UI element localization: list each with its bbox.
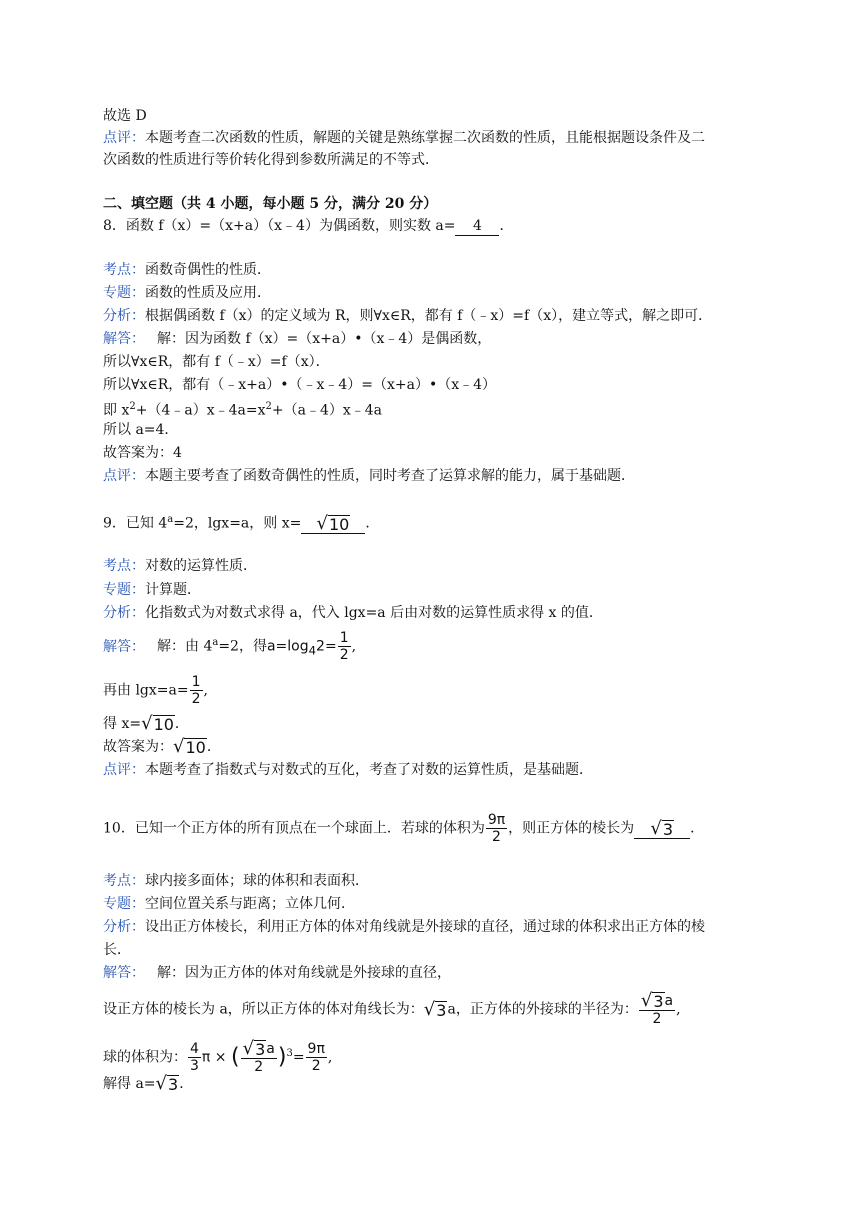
math-text: 2 bbox=[316, 638, 325, 655]
kaodian-line bbox=[103, 556, 257, 576]
denominator: 2 bbox=[339, 647, 349, 663]
radicand: 3 bbox=[662, 819, 673, 839]
fenxi-label: 分析： bbox=[103, 308, 145, 324]
sqrt-expression: √ 3 bbox=[650, 817, 673, 839]
solution-text: 得 x= bbox=[103, 716, 142, 732]
stem-text: ． bbox=[690, 820, 705, 837]
solution-line: 所以 a=4． bbox=[103, 422, 179, 438]
variable: a bbox=[664, 993, 674, 1009]
solution-text: 故答案为： bbox=[103, 739, 173, 755]
fraction bbox=[190, 674, 203, 707]
fenxi-label: 分析： bbox=[103, 605, 145, 621]
solution-text: ． bbox=[174, 716, 189, 732]
jieda-line bbox=[103, 963, 451, 983]
stem-text: =2，lgx=a，则 x= bbox=[173, 515, 302, 532]
solution-text: 球的体积为： bbox=[103, 1049, 187, 1066]
fenxi-line bbox=[103, 306, 712, 326]
zhuanti-label: 专题： bbox=[103, 896, 145, 912]
zhuanti-text: 计算题． bbox=[145, 582, 201, 598]
question-9-stem bbox=[103, 510, 379, 534]
denominator: 2 bbox=[191, 691, 201, 707]
kaodian-label: 考点： bbox=[103, 262, 145, 278]
answer-blank: 4 bbox=[455, 218, 499, 236]
math-text: = bbox=[292, 1049, 305, 1066]
numerator: 4 bbox=[190, 1041, 199, 1057]
solution-text: +（a﹣4）x﹣4a bbox=[271, 402, 383, 419]
denominator: 2 bbox=[254, 1059, 264, 1075]
radicand: 10 bbox=[328, 514, 350, 534]
solution-line bbox=[103, 1074, 193, 1094]
kaodian-text: 球内接多面体；球的体积和表面积． bbox=[145, 873, 369, 889]
answer-blank bbox=[301, 512, 365, 534]
radicand: 3 bbox=[436, 1000, 447, 1020]
kaodian-text: 对数的运算性质． bbox=[145, 558, 257, 574]
sqrt-expression: √ 3 bbox=[242, 1038, 266, 1059]
solution-text: 解：因为正方体的体对角线就是外接球的直径， bbox=[157, 965, 451, 981]
fraction bbox=[306, 1041, 327, 1074]
fraction bbox=[188, 1041, 201, 1074]
jieda-line bbox=[103, 630, 356, 663]
numerator: 9π bbox=[487, 812, 506, 828]
fenxi-text: 根据偶函数 f（x）的定义域为 R，则∀x∈R，都有 f（﹣x）=f（x），建立等式，解之即可． bbox=[145, 308, 713, 324]
solution-line bbox=[103, 737, 221, 757]
fraction bbox=[486, 812, 507, 845]
fenxi-text: 化指数式为对数式求得 a，代入 lgx=a 后由对数的运算性质求得 x 的值． bbox=[145, 605, 603, 621]
comment-line bbox=[103, 128, 705, 148]
zhuanti-line bbox=[103, 894, 355, 914]
sqrt-expression: √ 10 bbox=[173, 736, 206, 757]
fenxi-text: 设出正方体棱长，利用正方体的体对角线就是外接球的直径，通过球的体积求出正方体的棱 bbox=[145, 919, 705, 935]
numerator: 1 bbox=[339, 630, 349, 646]
stem-text: ． bbox=[499, 218, 514, 234]
comment-text: 本题主要考查了函数奇偶性的性质，同时考查了运算求解的能力，属于基础题． bbox=[145, 468, 635, 484]
zhuanti-text: 空间位置关系与距离；立体几何． bbox=[145, 896, 355, 912]
punct: , bbox=[351, 638, 357, 655]
math-text: = bbox=[324, 638, 337, 655]
fraction bbox=[241, 1040, 277, 1075]
kaodian-text: 函数奇偶性的性质． bbox=[145, 262, 271, 278]
solution-line: 球的体积为： $\frac{4}{3}$ π × ( √ 3 a 2 )$^3$= $\frac{9\pi}{2}$ , bbox=[103, 1038, 333, 1075]
math-text: a=log bbox=[266, 638, 309, 655]
question-10-stem bbox=[103, 812, 704, 845]
solution-line bbox=[103, 714, 189, 734]
comment-label: 点评： bbox=[103, 468, 145, 484]
comment-text: 本题考查二次函数的性质，解题的关键是熟练掌握二次函数的性质，且能根据题设条件及二 bbox=[145, 130, 705, 146]
fenxi-label: 分析： bbox=[103, 919, 145, 935]
kaodian-label: 考点： bbox=[103, 558, 145, 574]
radicand: 3 bbox=[653, 992, 664, 1011]
sqrt-expression: √ 3 bbox=[423, 998, 447, 1020]
denominator: 2 bbox=[311, 1058, 321, 1074]
denominator: 3 bbox=[190, 1058, 199, 1074]
comment-line bbox=[103, 760, 593, 780]
zhuanti-label: 专题： bbox=[103, 582, 145, 598]
solution-line bbox=[103, 674, 208, 707]
variable: a bbox=[266, 1041, 275, 1057]
jieda-label: 解答： bbox=[103, 331, 145, 347]
stem-text: 9．已知 4 bbox=[103, 515, 168, 532]
jieda-line bbox=[103, 329, 491, 349]
answer-blank bbox=[634, 817, 690, 839]
comment-label: 点评： bbox=[103, 130, 145, 146]
superscript: a bbox=[167, 514, 174, 525]
sqrt-expression: √ 10 bbox=[316, 512, 350, 534]
denominator: 2 bbox=[652, 1011, 662, 1027]
denominator: 2 bbox=[492, 829, 501, 845]
text-line: 故选 D bbox=[103, 108, 147, 124]
solution-line: 所以∀x∈R，都有（﹣x+a）•（﹣x﹣4）=（x+a）•（x﹣4） bbox=[103, 377, 497, 393]
superscript: 2 bbox=[265, 401, 272, 412]
numerator: 9π bbox=[307, 1041, 325, 1057]
punct: , bbox=[676, 1001, 681, 1018]
stem-text: 8．函数 f（x）=（x+a）（x﹣4）为偶函数，则实数 a= bbox=[103, 218, 456, 234]
solution-text: 解：因为函数 f（x）=（x+a）•（x﹣4）是偶函数， bbox=[157, 331, 492, 347]
solution-text: 再由 lgx=a= bbox=[103, 682, 189, 699]
fenxi-line bbox=[103, 603, 603, 623]
math-text: π × bbox=[201, 1049, 231, 1066]
solution-line bbox=[103, 992, 681, 1027]
stem-text: ，则正方体的棱长为 bbox=[508, 820, 635, 837]
fraction bbox=[639, 992, 675, 1027]
stem-text: ． bbox=[365, 515, 380, 532]
comment-label: 点评： bbox=[103, 762, 145, 778]
zhuanti-text: 函数的性质及应用． bbox=[145, 285, 271, 301]
solution-line bbox=[103, 397, 382, 421]
kaodian-line bbox=[103, 260, 271, 280]
solution-text: 设正方体的棱长为 a，所以正方体的体对角线长为： bbox=[103, 1001, 424, 1018]
zhuanti-line bbox=[103, 283, 271, 303]
superscript: 3 bbox=[286, 1047, 293, 1059]
jieda-label: 解答： bbox=[103, 965, 145, 981]
superscript: 2 bbox=[129, 401, 136, 412]
comment-text: 本题考查了指数式与对数式的互化，考查了对数的运算性质，是基础题． bbox=[145, 762, 593, 778]
fenxi-line bbox=[103, 917, 705, 937]
section-title: 二、填空题（共 4 小题，每小题 5 分，满分 20 分） bbox=[103, 196, 438, 212]
solution-text: 解得 a= bbox=[103, 1076, 156, 1092]
text-line: 次函数的性质进行等价转化得到参数所满足的不等式． bbox=[103, 152, 439, 168]
solution-text: ． bbox=[179, 1076, 194, 1092]
sqrt-expression: √ 3 bbox=[640, 990, 664, 1011]
kaodian-label: 考点： bbox=[103, 873, 145, 889]
solution-line: 所以∀x∈R，都有 f（﹣x）=f（x）． bbox=[103, 354, 330, 370]
fraction bbox=[338, 630, 351, 663]
radicand: 3 bbox=[255, 1040, 266, 1059]
numerator: 1 bbox=[191, 674, 201, 690]
punct: , bbox=[203, 682, 208, 699]
solution-text: +（4﹣a）x﹣4a=x bbox=[135, 402, 266, 419]
subscript: 4 bbox=[308, 643, 317, 658]
solution-text: ． bbox=[206, 739, 221, 755]
solution-line: 故答案为：4 bbox=[103, 445, 182, 461]
sqrt-expression: √ 3 bbox=[155, 1073, 179, 1094]
kaodian-line bbox=[103, 871, 369, 891]
stem-text: 10．已知一个正方体的所有顶点在一个球面上．若球的体积为 bbox=[103, 820, 485, 837]
zhuanti-label: 专题： bbox=[103, 285, 145, 301]
jieda-label: 解答： bbox=[103, 638, 145, 655]
radicand: 3 bbox=[168, 1075, 179, 1094]
superscript: a bbox=[212, 636, 219, 648]
question-8-stem bbox=[103, 216, 513, 236]
text-line: 长． bbox=[103, 942, 131, 958]
radicand: 10 bbox=[153, 715, 174, 734]
solution-text: 解：由 4 bbox=[157, 638, 213, 655]
zhuanti-line bbox=[103, 580, 201, 600]
solution-text: 即 x bbox=[103, 402, 130, 419]
radicand: 10 bbox=[185, 738, 206, 757]
sqrt-expression: √ 10 bbox=[141, 713, 174, 734]
punct: , bbox=[327, 1049, 333, 1066]
solution-text: =2，得 bbox=[218, 638, 267, 655]
comment-line bbox=[103, 466, 635, 486]
solution-text: a，正方体的外接球的半径为： bbox=[447, 1001, 638, 1018]
